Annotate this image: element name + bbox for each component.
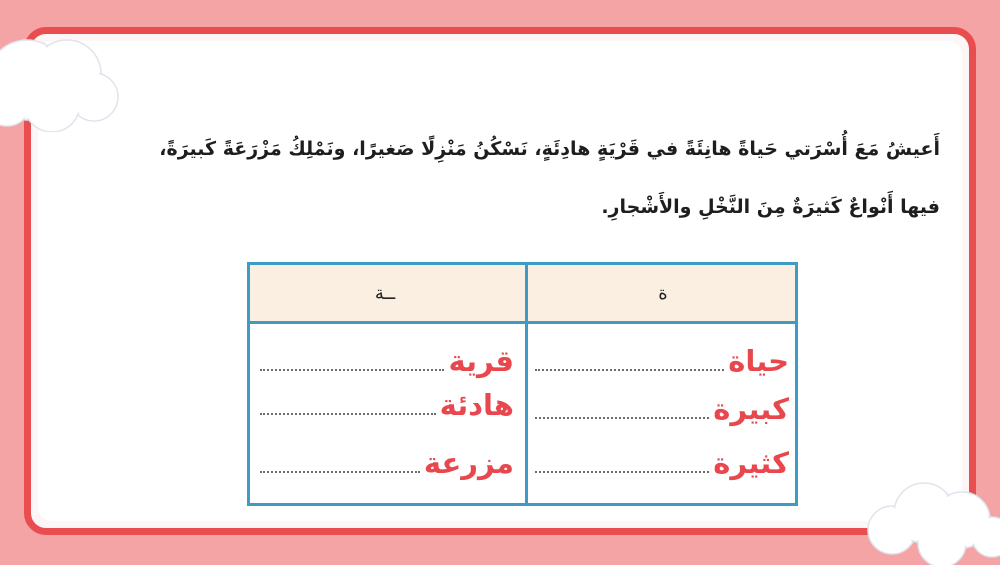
dotted-line	[260, 369, 444, 371]
dotted-line	[260, 471, 420, 473]
dotted-line	[535, 417, 709, 419]
answer-word: حياة	[728, 344, 789, 378]
header-taa-marbuta: ة	[658, 282, 668, 304]
dotted-line	[260, 413, 436, 415]
cloud-decoration-top-left	[0, 22, 122, 132]
header-taa-connected: ــة	[374, 282, 396, 304]
answer-word: مزرعة	[423, 446, 514, 480]
answer-row	[260, 339, 518, 379]
dotted-line	[535, 369, 724, 371]
answer-word: هادئة	[439, 388, 514, 422]
answer-row	[535, 441, 793, 481]
word-sort-table	[247, 262, 798, 506]
answer-word: كبيرة	[713, 392, 789, 426]
answer-row	[535, 387, 793, 427]
answer-row	[260, 441, 518, 481]
dotted-line	[535, 471, 709, 473]
reading-passage	[40, 120, 940, 236]
passage-line-2: فيها أَنْواعٌ كَثيرَةٌ مِنَ النَّخْلِ والأَشْجارِ.	[601, 196, 940, 218]
answer-row	[535, 339, 793, 379]
answer-row	[260, 383, 518, 423]
answer-word: قرية	[448, 344, 514, 378]
answer-word: كثيرة	[713, 446, 789, 480]
cloud-decoration-bottom-right	[862, 475, 1000, 565]
passage-line-1: أَعيشُ مَعَ أُسْرَتي حَياةً هانِئَةً في قَرْيَةٍ هادِئَةٍ، نَسْكُنُ مَنْزِلًا صَغيرًا، ونَمْلِكُ مَزْرَعَةً كَبيرَةً،	[159, 138, 940, 160]
